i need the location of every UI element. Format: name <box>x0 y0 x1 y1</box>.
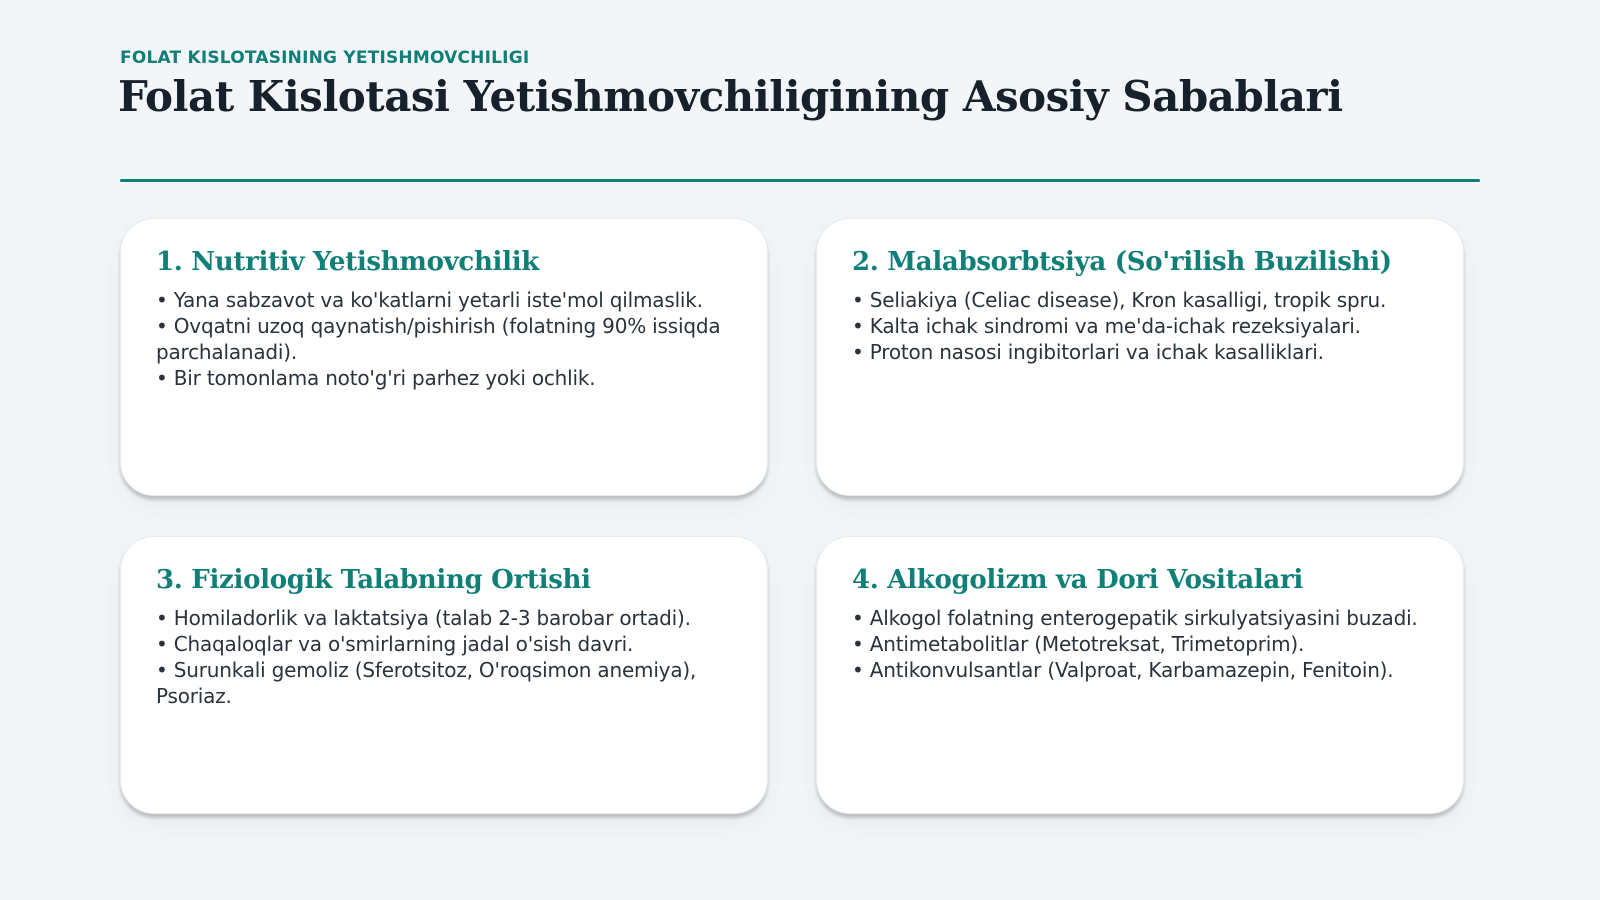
list-item: • Alkogol folatning enterogepatik sirkulyatsiyasini buzadi. <box>852 605 1429 631</box>
title-divider <box>120 179 1480 182</box>
card-alcohol-and-drugs <box>816 536 1464 814</box>
card-nutritional-deficiency <box>120 218 768 496</box>
page-title: Folat Kislotasi Yetishmovchiligining Asosiy Sabablari <box>118 72 1343 121</box>
card-malabsorption <box>816 218 1464 496</box>
list-item: • Chaqaloqlar va o'smirlarning jadal o'sish davri. <box>156 631 733 657</box>
list-item: • Proton nasosi ingibitorlari va ichak kasalliklari. <box>852 339 1429 365</box>
list-item: • Yana sabzavot va ko'katlarni yetarli iste'mol qilmaslik. <box>156 287 733 313</box>
list-item: • Bir tomonlama noto'g'ri parhez yoki ochlik. <box>156 365 733 391</box>
list-item: • Seliakiya (Celiac disease), Kron kasalligi, tropik spru. <box>852 287 1429 313</box>
list-item: • Kalta ichak sindromi va me'da-ichak rezeksiyalari. <box>852 313 1429 339</box>
card-title: 2. Malabsorbtsiya (So'rilish Buzilishi) <box>852 247 1392 277</box>
card-bullet-list <box>852 287 1429 365</box>
card-bullet-list <box>156 287 733 391</box>
list-item: • Antikonvulsantlar (Valproat, Karbamazepin, Fenitoin). <box>852 657 1429 683</box>
card-title: 1. Nutritiv Yetishmovchilik <box>156 247 540 277</box>
card-bullet-list <box>156 605 733 709</box>
card-physiological-demand <box>120 536 768 814</box>
list-item: • Homiladorlik va laktatsiya (talab 2-3 barobar ortadi). <box>156 605 733 631</box>
list-item: • Ovqatni uzoq qaynatish/pishirish (folatning 90% issiqda parchalanadi). <box>156 313 733 365</box>
list-item: • Surunkali gemoliz (Sferotsitoz, O'roqsimon anemiya), Psoriaz. <box>156 657 733 709</box>
card-title: 4. Alkogolizm va Dori Vositalari <box>852 565 1303 595</box>
card-title: 3. Fiziologik Talabning Ortishi <box>156 565 591 595</box>
list-item: • Antimetabolitlar (Metotreksat, Trimetoprim). <box>852 631 1429 657</box>
section-eyebrow: FOLAT KISLOTASINING YETISHMOVCHILIGI <box>120 48 530 68</box>
card-bullet-list <box>852 605 1429 683</box>
